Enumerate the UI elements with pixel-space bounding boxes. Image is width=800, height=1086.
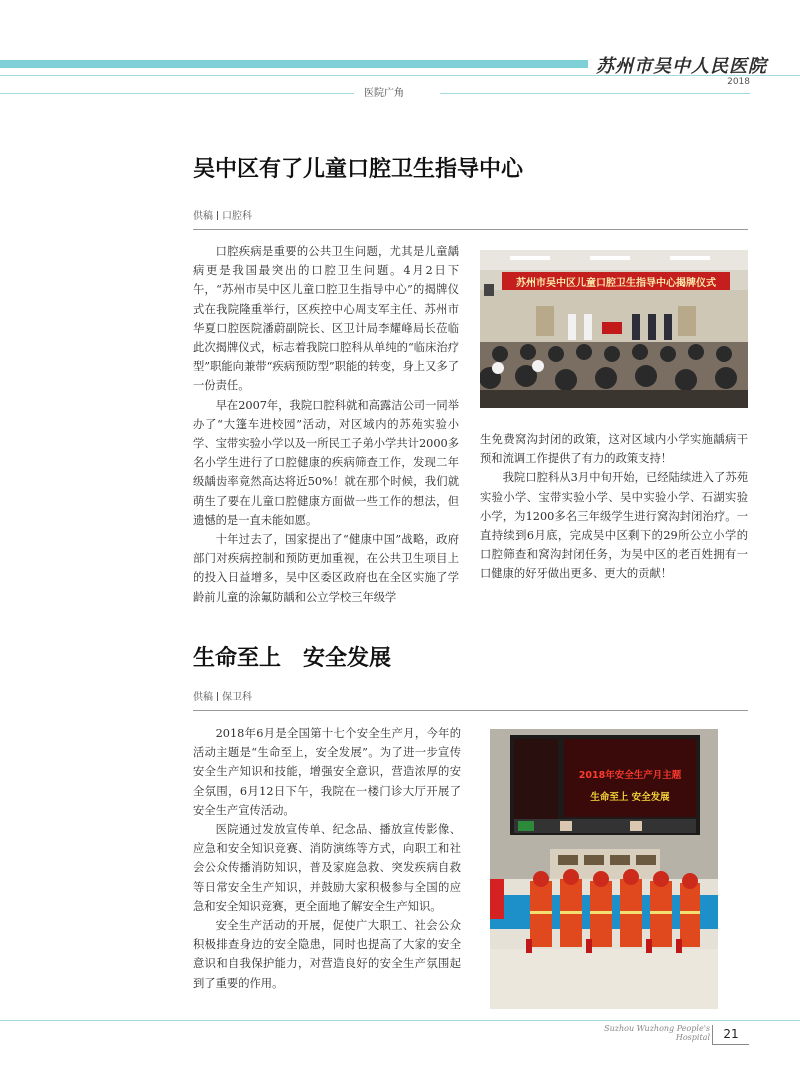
footer-hospital-en: Suzhou Wuzhong People's Hospital (604, 1024, 710, 1042)
hospital-name: 苏州市吴中人民医院 (596, 56, 767, 77)
article1-right-column (480, 430, 748, 584)
paragraph: 我院口腔科从3月中旬开始，已经陆续进入了苏苑实验小学、宝带实验小学、吴中实验小学、石湖实验小学，为1200多名三年级学生进行窝沟封闭治疗。一直持续到6月底，完成吴中区剩下的29所公立小学的口腔筛查和窝沟封闭任务，为吴中区的老百姓拥有一口健康的好牙做出更多、更大的贡献！ (480, 471, 748, 581)
ceremony-photo (480, 250, 748, 408)
paragraph: 2018年6月是全国第十七个安全生产月，今年的活动主题是“生命至上，安全发展”。为了进一步宣传安全生产知识和技能，增强安全意识，营造浓厚的安全氛围，6月12日下午，我院在一楼门诊大厅开展了安全生产宣传活动。 (193, 727, 461, 817)
safety-event-photo (490, 729, 718, 1009)
byline-label: 供稿 (193, 692, 213, 703)
footer-rule (0, 1020, 800, 1021)
article1-title: 吴中区有了儿童口腔卫生指导中心 (193, 157, 524, 182)
article1-rule (193, 229, 748, 230)
paragraph: 口腔疾病是重要的公共卫生问题，尤其是儿童龋病更是我国最突出的口腔卫生问题。4月2日下午，“苏州市吴中区儿童口腔卫生指导中心”的揭牌仪式在我院隆重举行，区疾控中心周支军主任、苏州市华夏口腔医院潘蔚副院长、区卫计局李耀峰局长莅临此次揭牌仪式，标志着我院口腔科从单纯的“临床治疗型”职能向兼带“疾病预防型”职能的转变，身上又多了一份责任。 (193, 245, 459, 393)
section-rule-left (0, 93, 354, 94)
byline-dept: 保卫科 (222, 692, 252, 703)
article2-column (193, 724, 461, 993)
ceremony-banner-text: 苏州市吴中区儿童口腔卫生指导中心揭牌仪式 (516, 278, 716, 289)
article2-rule (193, 710, 748, 711)
led-screen-text (564, 765, 696, 809)
article2-title: 生命至上 安全发展 (193, 646, 392, 671)
paragraph: 十年过去了，国家提出了“健康中国”战略，政府部门对疾病控制和预防更加重视，在公共卫生项目上的投入日益增多，吴中区委区政府也在全区实施了学龄前儿童的涂氟防龋和公立学校三年级学 (193, 533, 459, 604)
led-screen-line-1: 2018年安全生产月主题 (578, 770, 682, 781)
paragraph: 安全生产活动的开展，促使广大职工、社会公众积极排查身边的安全隐患，同时也提高了大家的安全意识和自我保护能力，对营造良好的安全生产氛围起到了重要的作用。 (193, 919, 461, 990)
led-screen-line-2: 生命至上 安全发展 (590, 792, 670, 803)
page-number: 21 (712, 1025, 749, 1045)
article1-left-column (193, 242, 459, 607)
paragraph: 生免费窝沟封闭的政策，这对区域内小学实施龋病干预和流调工作提供了有力的政策支持！ (480, 433, 748, 466)
section-label: 医院广角 (364, 88, 404, 99)
header-band (0, 60, 588, 68)
article1-byline (193, 207, 252, 222)
paragraph: 医院通过发放宣传单、纪念品、播放宣传影像、应急和安全知识竞赛、消防演练等方式，向职工和社会公众传播消防知识，普及家庭急救、突发疾病自救等日常安全生产知识，并鼓励大家积极参与全国的应急和安全知识竞赛，更全面地了解安全生产知识。 (193, 823, 461, 913)
byline-separator (217, 692, 218, 701)
byline-separator (217, 211, 218, 220)
section-rule-right (440, 93, 750, 94)
byline-dept: 口腔科 (222, 211, 252, 222)
issue-year: 2018 (727, 77, 750, 87)
paragraph: 早在2007年，我院口腔科就和高露洁公司一同举办了“大篷车进校园”活动，对区域内的苏苑实验小学、宝带实验小学以及一所民工子弟小学共计2000多名小学生进行了口腔健康的疾病筛查工作，发现二年级龋齿率竟然高达将近50%！就在那个时候，我们就萌生了要在儿童口腔健康方面做一些工作的想法，但遗憾的是一直未能如愿。 (193, 398, 459, 527)
byline-label: 供稿 (193, 211, 213, 222)
article2-byline (193, 688, 252, 703)
